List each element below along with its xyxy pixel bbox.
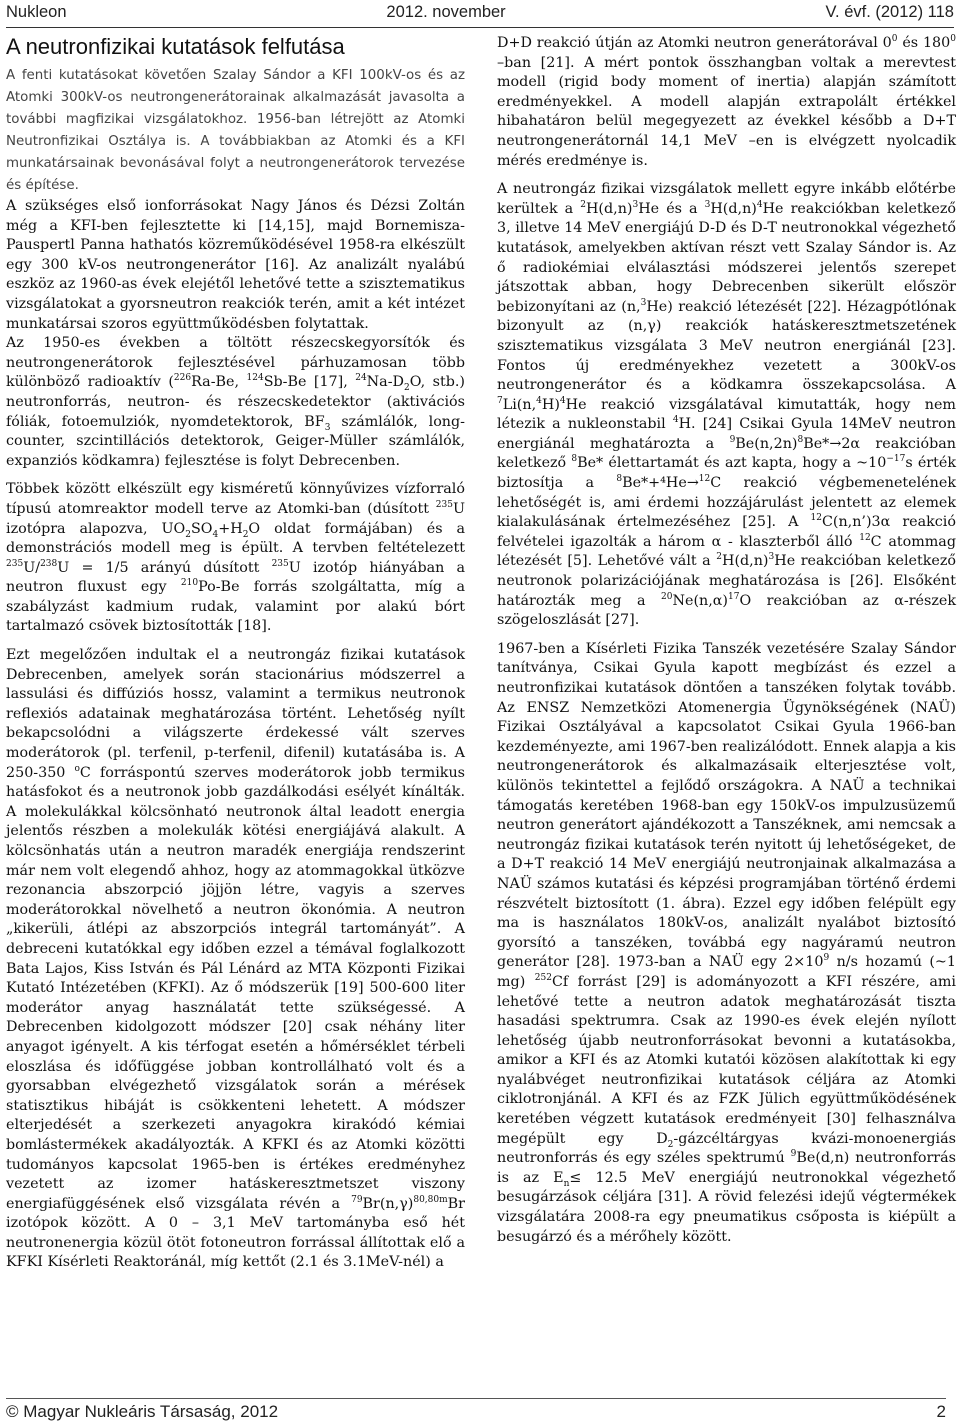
paragraph-reactor-model: Többek között elkészült egy kisméretű könnyűvizes vízforraló típusú atomreaktor modell terve az Atomki-ban (dúsított $^{235}$U izotópra alapozva, $UO_2SO_4+H_2O$ oldat formájában) és a demonstrációs modell meg is épült. A tervben feltételezett $^{235}$U/$^{238}$U = 1/5 arányú dúsított $^{235}$U izotóp hiányában a neutron fluxust egy $^{210}$Po-Be forrás szolgáltatta, míg a szabályzást kadmium rudak, valamint por alakú bórt tartalmazó csövek biztosították [18]. <box>6 481 466 635</box>
page-number: 2 <box>936 1402 946 1421</box>
paragraph-dd-reaction: D+D reakció útján az Atomki neutron generátorával $0^0$ és $180^0$ –ban [21]. A mért pontok összhangban voltak a merevtest modell (rigid body moment of inertia) alapján számított eredményekkel. A modell alapján extrapolált értékkel hibahatáron belül megegyezett az évekkel később a D+T neutrongenerátornál 14,1 MeV –en is elvégzett nyolcadik mérés eredménye is. <box>497 34 956 169</box>
right-column <box>497 34 956 1247</box>
paragraph-intro: A fenti kutatásokat követően Szalay Sándor a KFI 100kV-os és az Atomki 300kV-os neutrongenerátorainak alkalmazását javasolta a további magfizikai vizsgálatokhoz. 1956-ban létrejött az Atomki Neutronfizikai Osztálya is. A továbbiakban az Atomki és a KFI munkatársainak bevonásával folyt a neutrongenerátorok tervezése és építése. <box>6 68 465 193</box>
paragraph-dd-dt-neutrons: A neutrongáz fizikai vizsgálatok mellett egyre inkább előtérbe kerültek a $^2H(d,n)^3He$ és a $^3H(d,n)^4He$ reakciókban keletkező 3, illetve 14 MeV energiájú D-D és D-T neutronokkal végezhető kutatások, amelyekben aktívan részt vett Szalay Sándor is. Az ő radiokémiai elválasztási módszerei jelentős szerepet játszottak abban, hogy Debrecenben sikerült először bebizonyítani az (n,$^3$He) reakció létezését [22]. Hézagpótlónak bizonyult az (n,γ) reakciók hatáskeresztmetszetének szisztematikus vizsgálata 3 MeV neutron energiánál [23]. Fontos új eredményekhez vezetett a 300kV-os neutrongenerátor és a ködkamra összekapcsolása. A $^7Li(n,^4H)^4He$ reakció vizsgálatával kimutatták, hogy nem létezik a nukleonstabil $^4$H. [24] Csikai Gyula 14MeV neutron energiánál meghatározta a $^9Be(n,2n)^8Be*\to 2\alpha$ reakcióban keletkező $^8$Be* élettartamát és azt kapta, hogy a $\sim 10^{-17}s$ érték biztosítja a $^8$Be*+⁴He→$^{12}$C reakció végbemenetelének lehetőségét is, ami érdemi hozzájárulást jelentett az elemek kialakulásának értelmezéséhez [25]. A $^{12}$C(n,n’)3α reakció felvételei igazolták a három α - klaszterből álló $^{12}$C atommag létezését [5]. Lehetővé vált a $^2H(d,n)^3He$ reakcióban keletkező neutronok polarizációjának meghatározása is [26]. Elsőként határozták meg a $^{20}Ne(n,\alpha)^{17}O$ reakcióban az α-részek szögeloszlását [27]. <box>497 181 957 629</box>
running-footer <box>6 1398 946 1422</box>
left-column <box>6 34 465 1273</box>
article-title: A neutronfizikai kutatások felfutása <box>6 34 345 59</box>
running-header <box>6 3 954 28</box>
paragraph-ion-sources: A szükséges első ionforrásokat Nagy János és Dézsi Zoltán még a KFI-ben fejlesztette ki [14,15], majd Bornemisza-Pauspertl Panna hathatós közreműködésével 1958-ra elkészült egy 300 kV-os neutrongenerátor [16]. Az analizált nyalábú eszköz az 1960-as évek elejétől lehetővé tette a szisztematikus vizsgálatokat a gyorsneutron reakciók terén, amit a két intézet munkatársai szoros együttműködésben folytattak. <box>6 198 465 332</box>
journal-name: Nukleon <box>6 3 67 21</box>
copyright-notice: © Magyar Nukleáris Társaság, 2012 <box>6 1402 279 1421</box>
volume-info: V. évf. (2012) 118 <box>825 3 954 21</box>
paragraph-neutron-gas: Ezt megelőzően indultak el a neutrongáz fizikai kutatások Debrecenben, amelyek során stacionárius módszerrel a lassulási és diffúziós hossz, valamint a termikus neutronok reflexiós adatainak meghatározása történt. Lehetőség nyílt bekapcsolódni a világszerte érdekessé vált szerves moderátorok (pl. terfenil, p-terfenil, difenil) kutatásába is. A 250-350 $^o$C forráspontú szerves moderátorok jobb termikus hatásfokot és a neutronok jobb gazdálkodási esélyét kínálták. A molekulákkal kölcsönható neutronok által leadott energia jelentős részben a molekulák kötési energiájává alakult. A kölcsönhatás után a neutron maradék energiája rendszerint már nem volt elegendő ahhoz, hogy az atommagokkal ütközve rezonancia abszorpció jöjjön létre, vagyis a szerves moderátorokkal növelhető a neutron ökonómia. A neutron „kikerüli, átlépi az abszorpciós integrál tartományát”. A debreceni kutatókkal egy időben ezzel a témával foglalkozott Bata Lajos, Kiss István és Pál Lénárd az MTA Központi Fizikai Kutató Intézetében (KFKI). Az ő módszerük [19] 500-600 liter moderátor anyag használatát tette szükségessé. A Debrecenben kidolgozott módszer [20] csak néhány liter anyagot igényelt. A kis térfogat esetén a hőmérséklet térbeli eloszlása és időfüggése jobban kontrollálható volt és a gyorsabban elvégezhető vizsgálatok során a mérések statisztikus hibáját is csökkenteni lehetett. A módszer elterjedését a szerkezeti anyagokra kirakódó kémiai bomlástermékek akadályozták. A KFKI és az Atomki közötti tudományos kapcsolat 1965-ben is értékes eredményhez vezetett az izomer hatáskeresztmetszet viszony energiafüggésének első vizsgálata révén a $^{79}Br(n,\gamma)^{80,80m}Br$ izotópok között. A 0 – 3,1 MeV tartományba eső hét neutronenergia közül ötöt fotoneutron forrással állítottak elő a KFKI Kísérleti Reaktoránál, míg kettőt (2.1 és 3.1MeV-nél) a <box>6 647 465 1271</box>
paragraph-detectors: Az 1950-es években a töltött részecskegyorsítók és neutrongenerátorok fejlesztésével párhuzamosan több különböző radioaktív ($^{226}$Ra-Be, $^{124}$Sb-Be [17], $^{24}Na-D_2O$, stb.) neutronforrás, neutron- és részecskedetektor (aktivációs fóliák, fotoemulziók, nyomdetektorok, $BF_3$ számlálók, long-counter, szcintillációs detektorok, Geiger-Müller számlálók, expanziós ködkamra) fejlesztése is folyt Debrecenben. <box>6 335 465 469</box>
issue-date: 2012. november <box>386 3 506 21</box>
paragraph-iaea-cooperation: 1967-ben a Kísérleti Fizika Tanszék vezetésére Szalay Sándor tanítványa, Csikai Gyula kapott megbízást és ezzel a neutronfizikai kutatások döntően a tanszéken folytak tovább. Az ENSZ Nemzetközi Atomenergia Ügynökségének (NAÜ) Fizikai Osztályával a kapcsolatot Csikai Gyula 1966-ban kezdeményezte, ami 1967-ben realizálódott. Ennek alapja a kis neutrongenerátorok és alkalmazásaik elterjesztése volt, különös tekintettel a fejlődő országokra. A NAÜ a technikai támogatás keretében 1968-ban egy 150kV-os impulzusüzemű neutron generátort ajándékozott a Tanszéknek, ami nemcsak a neutrongáz fizikai kutatások terén nyitott új lehetőségeket, de a D+T reakció 14 MeV energiájú neutronjainak alkalmazása a NAÜ számos kutatási és képzési programjában történő érdemi részvételt biztosított (1. ábra). Ezzel egy időben felépült egy ma is használatos 180kV-os, analizált nyalábot biztosító gyorsító a tanszéken, továbbá egy nagyáramú neutron generátor [28]. 1973-ban a NAÜ egy $2\times 10^9$ n/s hozamú (~1 mg) $^{252}$Cf forrást [29] is adományozott a KFI részére, ami lehetővé tette a neutron adatok meghatározását tiszta hasadási spektrumra. Csak az 1990-es évek elején nyílott lehetőség újabb neutronforrásokat bevonni a kutatásokba, amikor a KFI és az Atomki kutatói közösen alakítottak ki egy nyalábvéget neutronfizikai kutatások céljára az Atomki ciklotronjánál. A KFI és az FZK Jülich együttműködésének keretében végzett kutatások eredményeit [30] felhasználva megépült egy $D_2$-gázcéltárgyas kvázi-monoenergiás neutronforrás és egy széles spektrumú $^9$Be(d,n) neutronforrás is az $E_n\le 12.5$ MeV energiájú neutronokkal végezhető besugárzások céljára [31]. A rövid felezési idejű végtermékek vizsgálatára 2008-ra egy pneumatikus csőposta is kiépült a besugárzó és a mérőhely között. <box>497 640 956 1245</box>
